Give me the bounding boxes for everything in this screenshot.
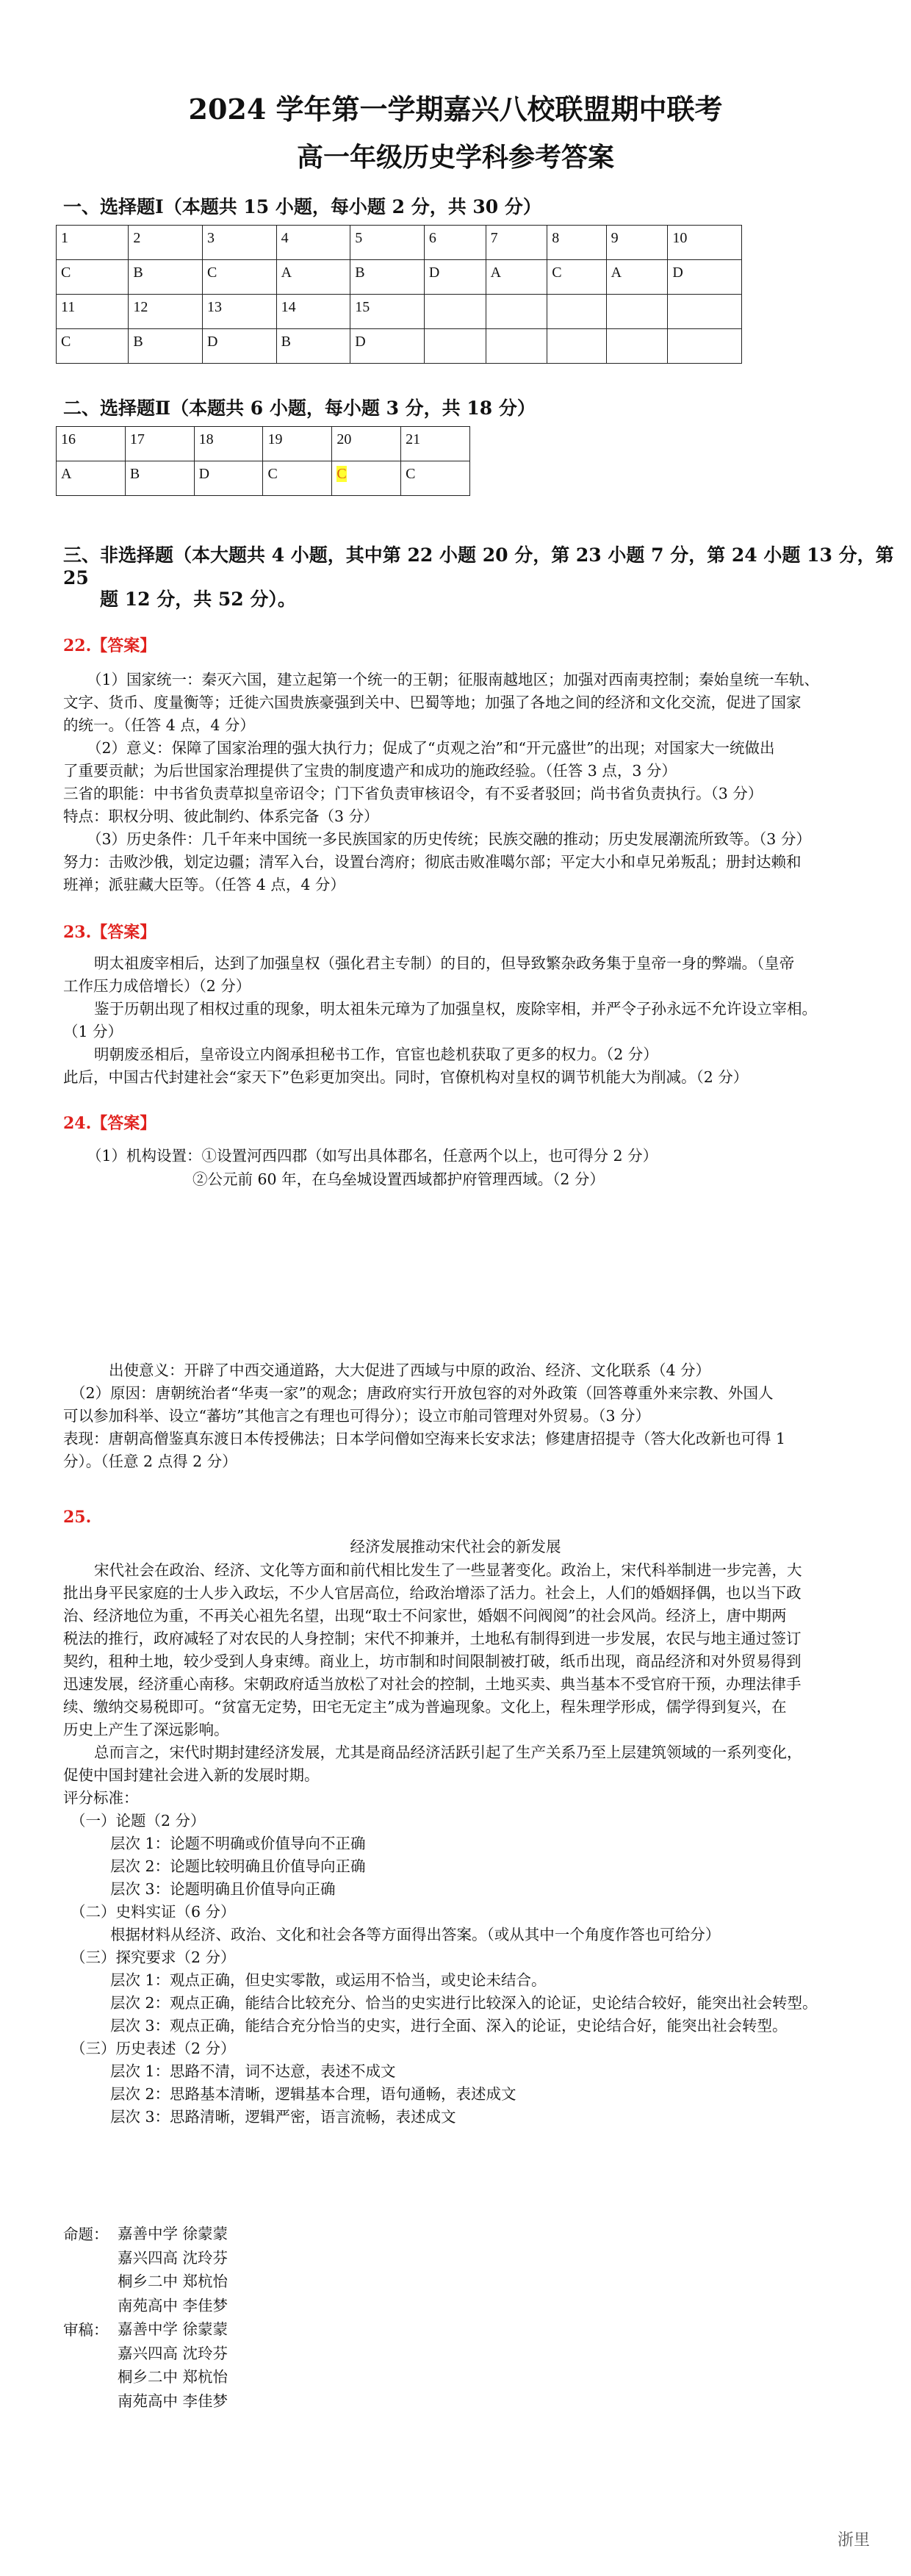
table-cell: A bbox=[276, 260, 350, 295]
table-cell: 14 bbox=[276, 295, 350, 329]
essay-line: 治、经济地位为重，不再关心祖先名望，出现“取士不问家世，婚姻不问阀阅”的社会风尚。经济上，唐中期两 bbox=[63, 1607, 787, 1625]
table-cell: B bbox=[125, 461, 194, 496]
q22-line: 文字、货币、度量衡等；迁徙六国贵族豪强到关中、巴蜀等地；加强了各地之间的经济和文化交流，促进了国家 bbox=[63, 694, 802, 711]
q24-label: 24.【答案】 bbox=[63, 1114, 156, 1133]
q24-line: 出使意义：开辟了中西交通道路，大大促进了西域与中原的政治、经济、文化联系（4 分） bbox=[109, 1361, 711, 1379]
reviewer-label: 审稿： bbox=[63, 2321, 109, 2339]
q22-line: 的统一。（任答 4 点，4 分） bbox=[63, 716, 255, 734]
essay-line: 税法的推行，政府减轻了对农民的人身控制；宋代不抑兼并，土地私有制得到进一步发展，农民与地主通过签订 bbox=[63, 1630, 802, 1647]
table-cell: 6 bbox=[424, 226, 486, 260]
q23-line: 明朝废丞相后，皇帝设立内阁承担秘书工作，官宦也趁机获取了更多的权力。（2 分） bbox=[94, 1046, 658, 1063]
table-cell: 17 bbox=[125, 427, 194, 461]
q25-essay-title: 经济发展推动宋代社会的新发展 bbox=[350, 1538, 561, 1555]
table-cell: C bbox=[547, 260, 606, 295]
table-cell: D bbox=[194, 461, 263, 496]
table-cell: D bbox=[203, 329, 277, 364]
q23-body bbox=[63, 952, 857, 1089]
table-cell: 9 bbox=[606, 226, 668, 260]
table-cell bbox=[668, 329, 742, 364]
reviewer-name: 桐乡二中 郑杭怡 bbox=[118, 2368, 228, 2386]
essay-line: 历史上产生了深远影响。 bbox=[63, 1721, 229, 1738]
table-row bbox=[57, 329, 742, 364]
table-cell: A bbox=[606, 260, 668, 295]
table-cell: 12 bbox=[129, 295, 203, 329]
table-cell: 13 bbox=[203, 295, 277, 329]
table-cell: C bbox=[401, 461, 470, 496]
q24-line: 分）。（任意 2 点得 2 分） bbox=[63, 1453, 237, 1470]
table-cell: B bbox=[276, 329, 350, 364]
rubric-line: 层次 1：论题不明确或价值导向不正确 bbox=[110, 1835, 366, 1852]
table-cell: 7 bbox=[486, 226, 547, 260]
table-cell: 11 bbox=[57, 295, 129, 329]
table-cell: 8 bbox=[547, 226, 606, 260]
q25-label: 25. bbox=[63, 1508, 92, 1527]
q22-body bbox=[63, 669, 857, 896]
rubric-line: 根据材料从经济、政治、文化和社会各等方面得出答案。（或从其中一个角度作答也可给分） bbox=[110, 1926, 721, 1943]
q25-essay bbox=[63, 1559, 857, 1787]
table-cell: 20 bbox=[332, 427, 401, 461]
rubric-line: （一）论题（2 分） bbox=[71, 1812, 206, 1830]
rubric-line: （二）史料实证（6 分） bbox=[71, 1903, 236, 1921]
author-name: 桐乡二中 郑杭怡 bbox=[118, 2273, 228, 2290]
table-cell: C bbox=[57, 329, 129, 364]
q24-line: 表现：唐朝高僧鉴真东渡日本传授佛法；日本学问僧如空海来长安求法；修建唐招提寺（答大化改新也可得 1 bbox=[63, 1430, 786, 1447]
table-cell: C bbox=[57, 260, 129, 295]
q22-line: 三省的职能：中书省负责草拟皇帝诏令；门下省负责审核诏令，有不妥者驳回；尚书省负责执行。（3 分） bbox=[63, 785, 763, 802]
answer-table-1 bbox=[56, 225, 742, 364]
table-cell bbox=[606, 295, 668, 329]
table-cell: A bbox=[57, 461, 126, 496]
rubric-line: 层次 2：思路基本清晰，逻辑基本合理，语句通畅，表述成文 bbox=[110, 2085, 516, 2103]
table-row bbox=[57, 260, 742, 295]
q22-line: （1）国家统一：秦灭六国，建立起第一个统一的王朝；征服南越地区；加强对西南夷控制；秦始皇统一车轨、 bbox=[87, 671, 820, 688]
reviewer-name: 南苑高中 李佳梦 bbox=[118, 2392, 228, 2410]
reviewer-name: 嘉兴四高 沈玲芬 bbox=[118, 2344, 228, 2362]
rubric-line: （三）历史表述（2 分） bbox=[71, 2040, 236, 2057]
table-cell bbox=[668, 295, 742, 329]
table-row bbox=[57, 427, 470, 461]
rubric-line: 层次 3：论题明确且价值导向正确 bbox=[110, 1880, 336, 1898]
table-cell: 1 bbox=[57, 226, 129, 260]
table-cell: 21 bbox=[401, 427, 470, 461]
essay-line: 总而言之，宋代时期封建经济发展，尤其是商品经济活跃引起了生产关系乃至上层建筑领域的一系列变化， bbox=[94, 1744, 802, 1761]
essay-line: 迅速发展，经济重心南移。宋朝政府适当放松了对社会的控制，土地买卖、典当基本不受官府干预，办理法律手 bbox=[63, 1675, 802, 1693]
q25-rubric bbox=[63, 1787, 857, 2129]
q22-line: 了重要贡献；为后世国家治理提供了宝贵的制度遗产和成功的施政经验。（任答 3 点，3 分） bbox=[63, 762, 677, 780]
essay-line: 批出身平民家庭的士人步入政坛，不少人官居高位，给政治增添了活力。社会上，人们的婚姻择偶，也以当下政 bbox=[63, 1584, 802, 1602]
essay-line: 契约，租种土地，较少受到人身束缚。商业上，坊市制和时间限制被打破，纸币出现，商品经济和对外贸易得到 bbox=[63, 1652, 802, 1670]
table-row bbox=[57, 461, 470, 496]
q23-line: （1 分） bbox=[63, 1023, 123, 1040]
author-label: 命题： bbox=[63, 2226, 109, 2243]
reviewer-name: 嘉善中学 徐蒙蒙 bbox=[118, 2320, 228, 2338]
answer-table-2 bbox=[56, 426, 470, 496]
q23-label: 23.【答案】 bbox=[63, 923, 156, 942]
q22-line: （2）意义：保障了国家治理的强大执行力；促成了“贞观之治”和“开元盛世”的出现；对国家大一统做出 bbox=[87, 739, 775, 757]
q24-line2: ②公元前 60 年，在乌垒城设置西域都护府管理西域。（2 分） bbox=[192, 1170, 605, 1188]
essay-line: 宋代社会在政治、经济、文化等方面和前代相比发生了一些显著变化。政治上，宋代科举制进一步完善，大 bbox=[94, 1561, 802, 1579]
table-cell: C bbox=[203, 260, 277, 295]
table-cell: B bbox=[129, 329, 203, 364]
q23-line: 工作压力成倍增长）（2 分） bbox=[63, 977, 251, 995]
q24-line: （2）原因：唐朝统治者“华夷一家”的观念；唐政府实行开放包容的对外政策（回答尊重外来宗教、外国人 bbox=[71, 1384, 774, 1402]
q24-line1: （1）机构设置：①设置河西四郡（如写出具体郡名，任意两个以上，也可得分 2 分） bbox=[87, 1147, 658, 1165]
q22-line: （3）历史条件：几千年来中国统一多民族国家的历史传统；民族交融的推动；历史发展潮流所致等。（3 分） bbox=[87, 830, 811, 848]
table-cell bbox=[486, 295, 547, 329]
table-cell: 2 bbox=[129, 226, 203, 260]
table-cell: 18 bbox=[194, 427, 263, 461]
author-name: 嘉兴四高 沈玲芬 bbox=[118, 2248, 228, 2267]
rubric-line: 层次 2：观点正确，能结合比较充分、恰当的史实进行比较深入的论证，史论结合较好，能突出社会转型。 bbox=[110, 1994, 818, 2012]
q22-line: 努力：击败沙俄，划定边疆；清军入台，设置台湾府；彻底击败准噶尔部；平定大小和卓兄弟叛乱；册封达赖和 bbox=[63, 853, 802, 871]
page-title: 2024 学年第一学期嘉兴八校联盟期中联考 bbox=[188, 93, 723, 126]
rubric-line: （三）探究要求（2 分） bbox=[71, 1949, 236, 1966]
section2-heading: 二、选择题Ⅱ（本题共 6 小题，每小题 3 分，共 18 分） bbox=[63, 397, 536, 419]
table-cell: B bbox=[350, 260, 425, 295]
table-cell: 4 bbox=[276, 226, 350, 260]
table-cell: 15 bbox=[350, 295, 425, 329]
rubric-line: 评分标准： bbox=[63, 1789, 139, 1807]
q24-line: 可以参加科举、设立“蕃坊”其他言之有理也可得分）；设立市舶司管理对外贸易。（3 分） bbox=[63, 1407, 651, 1425]
table-cell bbox=[424, 295, 486, 329]
table-cell: D bbox=[350, 329, 425, 364]
rubric-line: 层次 2：论题比较明确且价值导向正确 bbox=[110, 1857, 366, 1875]
q22-line: 班禅；派驻藏大臣等。（任答 4 点，4 分） bbox=[63, 876, 345, 893]
q23-line: 明太祖废宰相后，达到了加强皇权（强化君主专制）的目的，但导致繁杂政务集于皇帝一身的弊端。（皇帝 bbox=[94, 954, 795, 972]
essay-line: 续、缴纳交易税即可。“贫富无定势，田宅无定主”成为普遍现象。文化上，程朱理学形成，儒学得到复兴，在 bbox=[63, 1698, 787, 1716]
rubric-line: 层次 3：思路清晰，逻辑严密，语言流畅，表述成文 bbox=[110, 2108, 456, 2126]
table-row bbox=[57, 295, 742, 329]
q22-line: 特点：职权分明、彼此制约、体系完备（3 分） bbox=[63, 807, 379, 825]
page-subtitle: 高一年级历史学科参考答案 bbox=[296, 142, 614, 173]
table-cell: D bbox=[668, 260, 742, 295]
table-cell: 3 bbox=[203, 226, 277, 260]
table-cell: 10 bbox=[668, 226, 742, 260]
table-cell: C bbox=[263, 461, 332, 496]
table-cell bbox=[606, 329, 668, 364]
rubric-line: 层次 1：思路不清，词不达意，表述不成文 bbox=[110, 2062, 396, 2080]
q24-body bbox=[63, 1359, 857, 1473]
section3-heading-line1: 三、非选择题（本大题共 4 小题，其中第 22 小题 20 分，第 23 小题 7 分，第 24 小题 13 分，第 25 bbox=[63, 544, 894, 589]
q22-label: 22.【答案】 bbox=[63, 636, 156, 655]
table-cell: B bbox=[129, 260, 203, 295]
table-cell bbox=[547, 295, 606, 329]
section1-heading: 一、选择题Ⅰ（本题共 15 小题，每小题 2 分，共 30 分） bbox=[63, 196, 541, 217]
reviewer-list bbox=[118, 2317, 228, 2413]
table-cell: 16 bbox=[57, 427, 126, 461]
table-cell: A bbox=[486, 260, 547, 295]
table-cell: D bbox=[424, 260, 486, 295]
author-name: 南苑高中 李佳梦 bbox=[118, 2296, 228, 2314]
author-name: 嘉善中学 徐蒙蒙 bbox=[118, 2225, 228, 2242]
rubric-line: 层次 3：观点正确，能结合充分恰当的史实，进行全面、深入的论证，史论结合好，能突出社会转型。 bbox=[110, 2017, 788, 2034]
rubric-line: 层次 1：观点正确，但史实零散，或运用不恰当，或史论未结合。 bbox=[110, 1971, 547, 1989]
essay-line: 促使中国封建社会进入新的发展时期。 bbox=[63, 1766, 320, 1784]
q23-line: 此后，中国古代封建社会“家天下”色彩更加突出。同时，官僚机构对皇权的调节机能大为削减。（2 分） bbox=[63, 1068, 749, 1086]
table-cell: 19 bbox=[263, 427, 332, 461]
table-cell bbox=[547, 329, 606, 364]
table-row bbox=[57, 226, 742, 260]
q23-line: 鉴于历朝出现了相权过重的现象，明太祖朱元璋为了加强皇权，废除宰相，并严令子孙永远不允许设立宰相。 bbox=[94, 1000, 817, 1018]
table-cell bbox=[332, 461, 401, 496]
section3-heading-line2: 题 12 分，共 52 分）。 bbox=[100, 589, 296, 610]
table-cell bbox=[486, 329, 547, 364]
watermark: 浙里 bbox=[838, 2531, 871, 2550]
highlighted-answer: C bbox=[336, 466, 347, 482]
table-cell bbox=[424, 329, 486, 364]
author-list bbox=[118, 2222, 228, 2317]
table-cell: 5 bbox=[350, 226, 425, 260]
